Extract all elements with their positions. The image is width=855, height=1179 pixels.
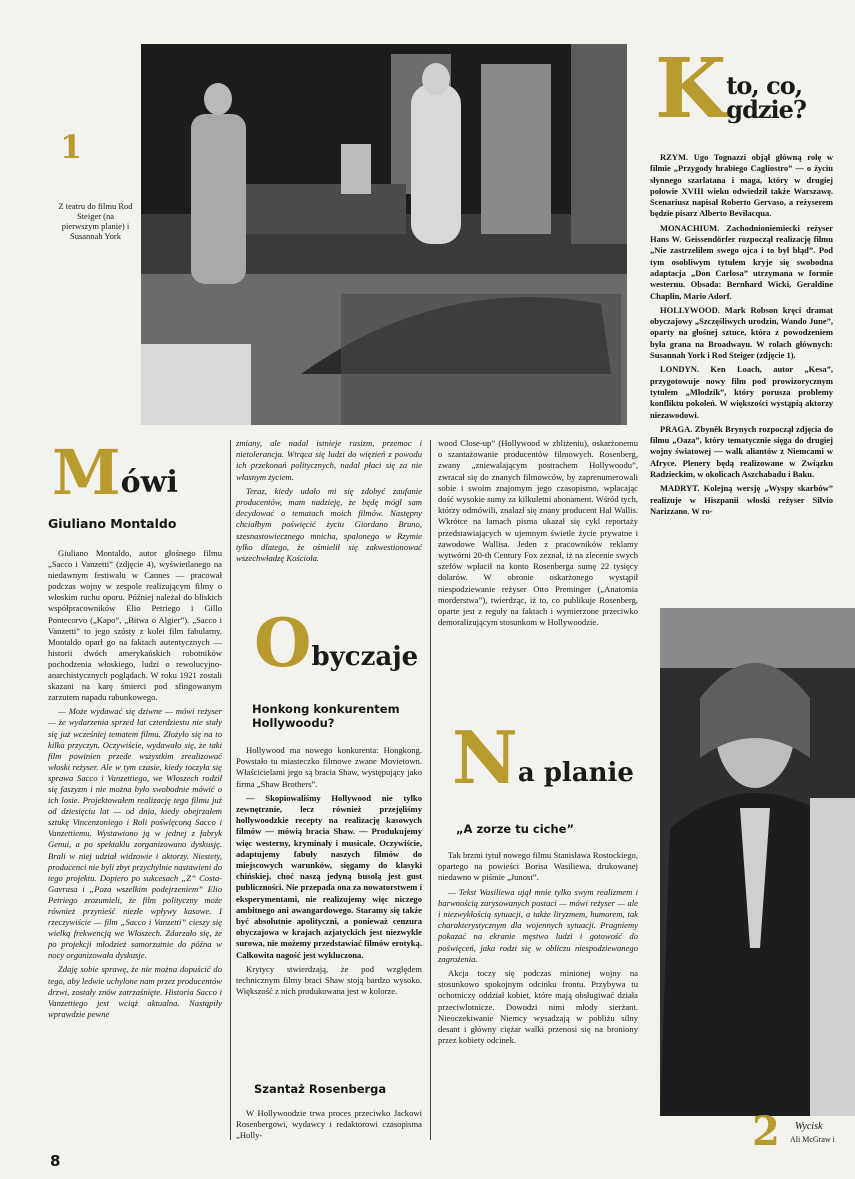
honkong-quote: — Skopiowaliśmy Hollywood nie tylko zewnętrznie, lecz również przejęliśmy hollywoodzkie recepty na realizację kasowych filmów — mówią bracia Shaw. — Produkujemy więc westerny, kryminały i musicale. Oczywiście, adaptujemy fabuły naszych filmów do miejscowych warunków, sięgamy do klasyki chińskiej, choć naszą jedyną busolą jest gust publiczności. Nie przepada ona za nowatorstwem i eksperymentami, nie realizujemy więc niczego ambitnego ani awangardowego. Staramy się także być absolutnie apolityczni, a ponieważ cenzura obyczajowa w krajach azjatyckich jest niezwykle surowa, nie możemy przedstawiać filmów erotyką. Całkowita nagość jest wykluczona. bbox=[236, 792, 422, 960]
news-rzym: RZYM. Ugo Tognazzi objął główną rolę w filmie „Przygody hrabiego Cagliostro” — o życiu słynnego szarlatana i maga, który w drugiej połowie XVIII wieku odwiedził także Warszawę. Scenariusz napisał Roberto Gervaso, a reżyserem będzie pisarz Alberto Bevilacqua. bbox=[650, 152, 833, 219]
mowi-rest: ówi bbox=[120, 465, 178, 500]
montaldo-quote-cont: Zdaję sobie sprawę, że nie można dopuścić do tego, aby ledwie uchylone nam przez producentów drzwi, zostały znów zatrzaśnięte. Historia Sacco i Vanzettiego jest wciąż aktualna. Nastąpiły wprawdzie pewne bbox=[48, 964, 222, 1019]
news-hollywood: HOLLYWOOD. Mark Robson kręci dramat obyczajowy „Szczęśliwych urodzin, Wando June”, oparty na głośnej sztuce, która z powodzeniem była grana na Broadwayu. W rolach głównych: Susannah York i Rod Steiger (zdjęcie 1). bbox=[650, 304, 833, 361]
page-number: 8 bbox=[50, 1152, 61, 1170]
na-planie-header bbox=[452, 715, 634, 800]
mowi-header bbox=[52, 436, 178, 509]
news-praga: PRAGA. Zbyněk Brynych rozpoczął zdjęcia do filmu „Oaza”, który tematycznie sięga do drugiej wojny światowej — walk aliantów z Niemcami w Afryce. Plenery będą realizowane w Związku Radzieckim, w okolicach Aszchabadu i Baku. bbox=[650, 423, 833, 480]
column-rosenberg bbox=[438, 438, 638, 631]
column-divider-2 bbox=[430, 440, 431, 1140]
montaldo-plans: Teraz, kiedy udało mi się zdobyć zaufanie producentów, mam nadzieję, że będę mógł sam decydować o tematach moich filmów. Następny chciałbym poświęcić życiu Giordano Bruno, szesnastowiecznego mnicha, spalonego w Rzymie tylko dlatego, że ośmielił się zakwestionować wszechwładzę Kościoła. bbox=[236, 485, 422, 564]
photo-stage-scene bbox=[141, 44, 627, 425]
photo-actors bbox=[660, 608, 855, 1116]
montaldo-intro: Giuliano Montaldo, autor głośnego filmu „Sacco i Vanzetti” (zdjęcie 4), wyświetlanego na niedawnym festiwalu w Cannes — pracował podczas wojny w zespole realizującym filmy o włoskim ruchu oporu. Później należał do bliskich współpracowników Elio Petriego i Gillo Pontecorvo („Kapo”, „Bitwa o Algier”). „Sacco i Vanzetti” to jego szósty z kolei film fabularny. Montaldo oparł go na faktach autentycznych — historii dwóch amerykańskich robotników pochodzenia włoskiego, ludzi o rewolucyjno-anarchistycznych poglądach. W roku 1921 zostali skazani na karę śmierci pod sfingowanym zarzutem napadu rabunkowego. bbox=[48, 548, 222, 703]
column-kto-co-gdzie bbox=[650, 152, 833, 520]
obyczaje-header bbox=[254, 604, 419, 682]
na-planie-subtitle: „A zorze tu ciche” bbox=[456, 822, 575, 836]
photo2-caption-line2: Ali McGraw i bbox=[790, 1135, 835, 1144]
honkong-intro: Hollywood ma nowego konkurenta: Hongkong. Powstało tu miasteczko filmowe zwane Movietown. Właścicielami jego są bracia Shaw, występujący jako firma „Shaw Brothers”. bbox=[236, 745, 422, 789]
stage-scene-image bbox=[141, 44, 627, 425]
rosenberg-intro: W Hollywoodzie trwa proces przeciwko Jackowi Rosenbergowi, wydawcy i redaktorowi czasopisma „Holly- bbox=[236, 1108, 422, 1141]
column-montaldo bbox=[48, 548, 222, 1023]
kto-cap: K bbox=[655, 41, 727, 137]
zorze-plot: Akcja toczy się podczas minionej wojny na stosunkowo spokojnym odcinku frontu. Przybywa tu ochotniczy oddział kobiet, które mają obsługiwać działa przeciwlotnicze. Dowodzi nimi młody sierżant. Nieoczekiwanie Niemcy wysadzają w pobliżu silny desant i główny ciężar walki przenosi się na broniony przez kobiety odcinek. bbox=[438, 968, 638, 1046]
zorze-quote: — Tekst Wasiliewa ujął mnie tylko swym realizmem i barwnością zarysowanych postaci — mówi reżyser — ale i niezwykłością sytuacji, a także liryzmem, humorem, tak charakterystycznym dla wojennych sytuacji. Pragniemy pokazać na ekranie męstwo ludzi i gotowość do poświęceń, jaka rodzi się w obliczu niespodziewanego zagrożenia. bbox=[438, 886, 638, 964]
news-monachium: MONACHIUM. Zachodnioniemiecki reżyser Hans W. Geissendörfer rozpoczął realizację filmu „Nie zastrzeliłem swego ojca i to był błąd”. Pod tym osobliwym tytułem kryje się swobodna adaptacja „Don Carlosa” utrzymana w formie westernu. Obsada: Bernhard Wicki, Geraldine Chaplin, Mario Adorf. bbox=[650, 222, 833, 301]
photo2-number: 2 bbox=[752, 1108, 780, 1155]
news-londyn: LONDYN. Ken Loach, autor „Kesa”, przygotowuje nowy film pod prowizorycznym tytułem „Młodzik”, który porusza problemy konfliktu pokoleń. W większości wystąpią aktorzy niezawodowi. bbox=[650, 364, 833, 420]
column-zorze bbox=[438, 850, 638, 1049]
photo2-caption: Wycisk bbox=[795, 1121, 823, 1132]
obyczaje-rest: byczaje bbox=[311, 642, 419, 672]
column-honkong bbox=[236, 745, 422, 1000]
obyczaje-cap: O bbox=[254, 604, 312, 682]
montaldo-quote: — Może wydawać się dziwne — mówi reżyser — że wydarzenia sprzed lat czterdziestu nie stały się już wcześniej tematem filmu. Złożyło się na to kilka przyczyn. Oczywiście, wydawało się, że taki film powinien przede wszystkim zrealizować włoski reżyser. Ale w tym czasie, kiedy toczyła się sprawa Sacco i Vanzettiego, we Włoszech rodził się faszyzm i nie można było swobodnie mówić o ich losie. Projektowałem realizację tego filmu już od dziesięciu lat — od dnia, kiedy obejrzałem sztukę Vincenzoniego i Roli poświęconą Sacco i Vanzettiemu. Wystawiono ją w jednej z fabryk Genui, a po spektaklu zorganizowano dyskusję. Brali w niej udział widzowie i aktorzy. Niestety, producenci nie byli zbyt przychylnie nastawieni do tego projektu. Dopiero po sukcesach „Z” Costa-Gavrasa i „Poza wszelkim podejrzeniem” Elio Petriego zrozumieli, że film polityczny może również przynieść niezłe wpływy kasowe. I rzeczywiście — film „Sacco i Vanzetti” cieszy się wielką frekwencją we Włoszech. Zdarzało się, że po projekcji młodzież samorzutnie do późna w nocy organizowała dyskusje. bbox=[48, 706, 222, 961]
zorze-intro: Tak brzmi tytuł nowego filmu Stanisława Rostockiego, opartego na powieści Borisa Wasiliewa, drukowanej niedawno w piśmie „Junost”. bbox=[438, 850, 638, 883]
na-planie-rest: a planie bbox=[517, 758, 634, 788]
actors-image bbox=[660, 608, 855, 1116]
rosenberg-story: wood Close-up” (Hollywood w zbliżeniu), oskarżonemu o szantażowanie producentów filmowych. Rosenberg, zwany „zniewalającym postrachem Hollywoodu”, zwracał się do znanych filmowców, by zaprenumerowali sobie i swoim znajomym jego czasopismo, wpłacając dość wysokie sumy za kilkuletni abonament. Wśród tych, którzy odmówili, znalazł się znany producent Hal Wallis. Wkrótce na łamach pisma ukazał się cykl reportaży przedstawiających w ujemnym świetle życie prywatne i zawodowe Wallisa. Jeden z pracowników reklamy wytwórni 20-th Century Fox zeznał, iż na zlecenie swych szefów wpłacił na konto Rosenberga sumę 22 tysięcy dolarów. W obronie oskarżonego wystąpił niespodziewanie reżyser Otto Preminger („Anatomia morderstwa”), twierdząc, iż to, co publikuje Rosenberg, oparte jest z reguły na faktach i wymierzone przeciwko demoralizującym stosunkom w Hollywoodzie. bbox=[438, 438, 638, 628]
column-divider-1 bbox=[230, 440, 231, 1140]
honkong-critics: Krytycy stwierdzają, że pod względem technicznym filmy braci Shaw stoją bardzo wysoko. Większość z nich produkowana jest w kolorze. bbox=[236, 963, 422, 997]
obyczaje-subtitle: Honkong konkurentem Hollywoodu? bbox=[252, 702, 400, 730]
mowi-subtitle: Giuliano Montaldo bbox=[48, 516, 177, 531]
column-rosenberg-start bbox=[236, 1108, 422, 1145]
column-montaldo-cont bbox=[236, 438, 422, 567]
kto-co-gdzie-header bbox=[655, 41, 855, 137]
szantaz-subtitle: Szantaż Rosenberga bbox=[254, 1082, 387, 1096]
na-planie-cap: N bbox=[452, 715, 518, 800]
news-madryt: MADRYT. Kolejną wersję „Wyspy skarbów” realizuje w Hiszpanii włoski reżyser Silvio Narizzano. W ro- bbox=[650, 483, 833, 516]
montaldo-quote-end: zmiany, ale nadal istnieje rasizm, przemoc i nietolerancja. Wtrąca się ludzi do więzień z powodu ich przekonań politycznych, nadal płaci się za nie własnym życiem. bbox=[236, 438, 422, 482]
photo1-number: 1 bbox=[60, 128, 83, 166]
mowi-cap: M bbox=[52, 436, 121, 509]
photo1-caption: Z teatru do filmu Rod Steiger (na pierwszym planie) i Susannah York bbox=[58, 201, 133, 241]
kto-rest: to, co, gdzie? bbox=[726, 71, 806, 124]
